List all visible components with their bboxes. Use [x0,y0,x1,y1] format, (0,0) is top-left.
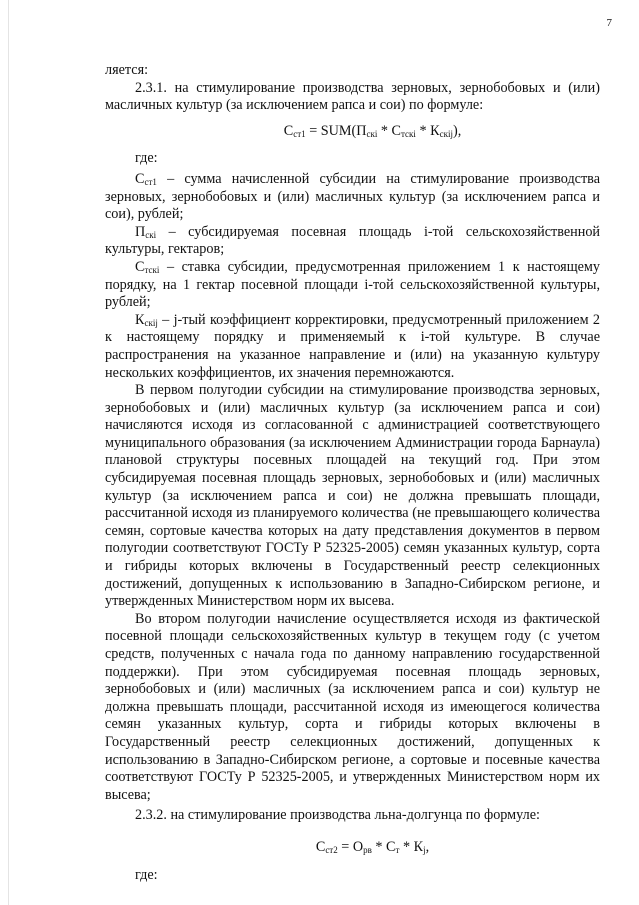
definition-k: $К_{скіj} - j-тый$ коэффициент корректировки, предусмотренный приложением 2 к настоящему порядку и применяемый к i-той культуре. В случае распространения на указанное направление и (или) на указанную культуру нескольких коэффициентов, их значения перемножаются. [105,311,600,381]
paragraph-first-half-year: В первом полугодии субсидии на стимулирование производства зерновых, зернобобовых и (или) масличных культур (за исключением рапса и сои) начисляются исходя из согласованной с администрацией соответствующего муниципального образования (за исключением Администрации города Барнаула) плановой структуры посевных площадей на текущий год. При этом субсидируемая посевная площадь зерновых, зернобобовых и (или) масличных культур (за исключением рапса и сои) не должна превышать площади, рассчитанной исходя из планируемого количества (не превышающего количества семян, сортовые качества которых на дату представления документов в первом полугодии соответствуют ГОСТу Р 52325-2005) семян указанных культур, сорта и гибриды которых включены в Государственный реестр селекционных достижений, допущенных к использованию в Западно-Сибирском регионе, и утвержденных Министерством норм их высева. [105,382,600,610]
definition-p: $П_{скі}$ – субсидируемая посевная площадь i-той сельскохозяйственной культуры, гектаров; [105,223,600,258]
where-label: где: [135,150,158,167]
definition-c: $С_{тскі}$ – ставка субсидии, предусмотренная приложением 1 к настоящему порядку, на 1 гектар посевной площади i-той сельскохозяйственной культуры, рублей; [105,258,600,311]
paragraph-second-half-year: Во втором полугодии начисление осуществляется исходя из фактической посевной площади сельскохозяйственных культур в текущем году (с учетом средств, полученных с начала года по данному направлению государственной поддержки). При этом субсидируемая посевная площадь зерновых, зернобобовых и (или) масличных (за исключением рапса и сои) культур не должна превышать площади, рассчитанной исходя из имеющегося количества семян указанных культур, сорта и гибриды которых включены в Государственный реестр селекционных достижений, допущенных к использованию в Западно-Сибирском регионе, а сортовые и посевные качества соответствуют ГОСТу Р 52325-2005, и утвержденных Министерством норм их высева; [105,610,600,803]
definition-cst1: $С_{ст1}$ – сумма начисленной субсидии на стимулирование производства зерновых, зернобобовых и (или) масличных культур (за исключением рапса и сои), рублей; [105,170,600,223]
formula-cst2: $С_{ст2} = О_{рв} * С_т * К_j$, [315,838,430,855]
formula-cst1: $С_{ст1} = SUM(П_{скі} * С_{тскі} * К_{скіj})$, [283,122,462,139]
intro-fragment: ляется: [105,62,149,78]
item-2-3-2: 2.3.2. на стимулирование производства льна-долгунца по формуле: [135,807,540,824]
document-body [105,62,600,887]
page-number: 7 [606,17,612,29]
where-label-2: где: [135,866,158,883]
scan-edge-line [8,0,9,905]
item-2-3-1: 2.3.1. на стимулирование производства зерновых, зернобобовых и (или) масличных культур (за исключением рапса и сои) по формуле: [105,79,600,114]
